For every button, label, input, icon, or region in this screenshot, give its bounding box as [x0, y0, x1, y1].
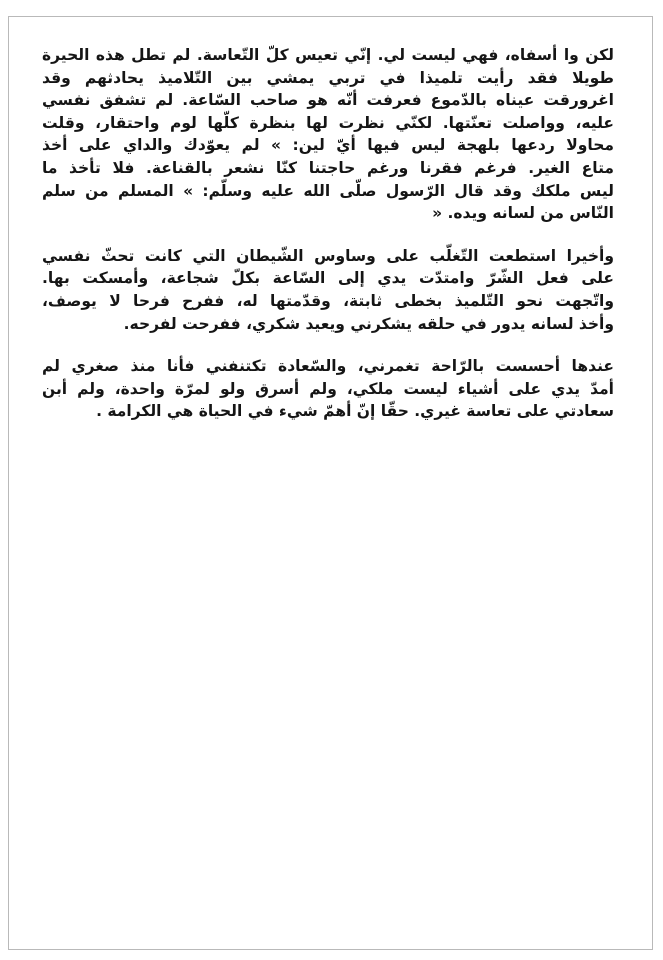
text-line: ليس ملكك وقد قال الرّسول صلّى الله عليه وسلّم: » المسلم من سلم [42, 181, 614, 200]
text-line: وأخيرا استطعت التّغلّب على وساوس الشّيطان التي كانت تحثّ نفسي [42, 246, 614, 265]
paragraph-3 [42, 355, 614, 423]
text-line: اغرورقت عيناه بالدّموع فعرفت أنّه هو صاحب السّاعة. لم تشفق نفسي [42, 91, 614, 110]
text-line: متاع الغير. فرغم فقرنا ورغم حاجتنا كنّا نشعر بالقناعة. فلا تأخذ ما [42, 158, 614, 177]
text-line: عندها أحسست بالرّاحة تغمرني، والسّعادة تكتنفني فأنا منذ صغري لم [42, 357, 614, 376]
text-line: عليه، وواصلت تعنّتها. لكنّي نظرت لها بنظرة كلّها لوم واحتقار، وقلت [42, 113, 614, 132]
text-line: على فعل الشّرّ وامتدّت يدي إلى السّاعة بكلّ شجاعة، وأمسكت بها. [42, 269, 614, 288]
paragraph-2 [42, 245, 614, 335]
text-line: أمدّ يدي على أشياء ليست ملكي، ولم أسرق ولو لمرّة واحدة، ولم أبن [42, 379, 614, 398]
document-body [42, 44, 614, 423]
text-line: النّاس من لسانه ويده. « [432, 204, 614, 223]
text-line: سعادتي على تعاسة غيري. حقّا إنّ أهمّ شيء في الحياة هي الكرامة . [96, 402, 614, 421]
paragraph-1 [42, 44, 614, 225]
text-line: وأخذ لسانه يدور في حلقه يشكرني ويعيد شكري، ففرحت لفرحه. [123, 314, 614, 333]
text-line: محاولا ردعها بلهجة ليس فيها أيّ لين: » لم يعوّدك والداي على أخذ [42, 136, 614, 155]
text-line: لكن وا أسفاه، فهي ليست لي. إنّي تعيس كلّ التّعاسة. لم تطل هذه الحيرة [42, 46, 614, 64]
text-line: واتّجهت نحو التّلميذ بخطى ثابتة، وقدّمتها له، ففرح فرحا لا يوصف، [42, 291, 614, 310]
text-line: طويلا فقد رأيت تلميذا في تربي يمشي بين التّلاميذ يحادثهم وقد [42, 68, 614, 87]
